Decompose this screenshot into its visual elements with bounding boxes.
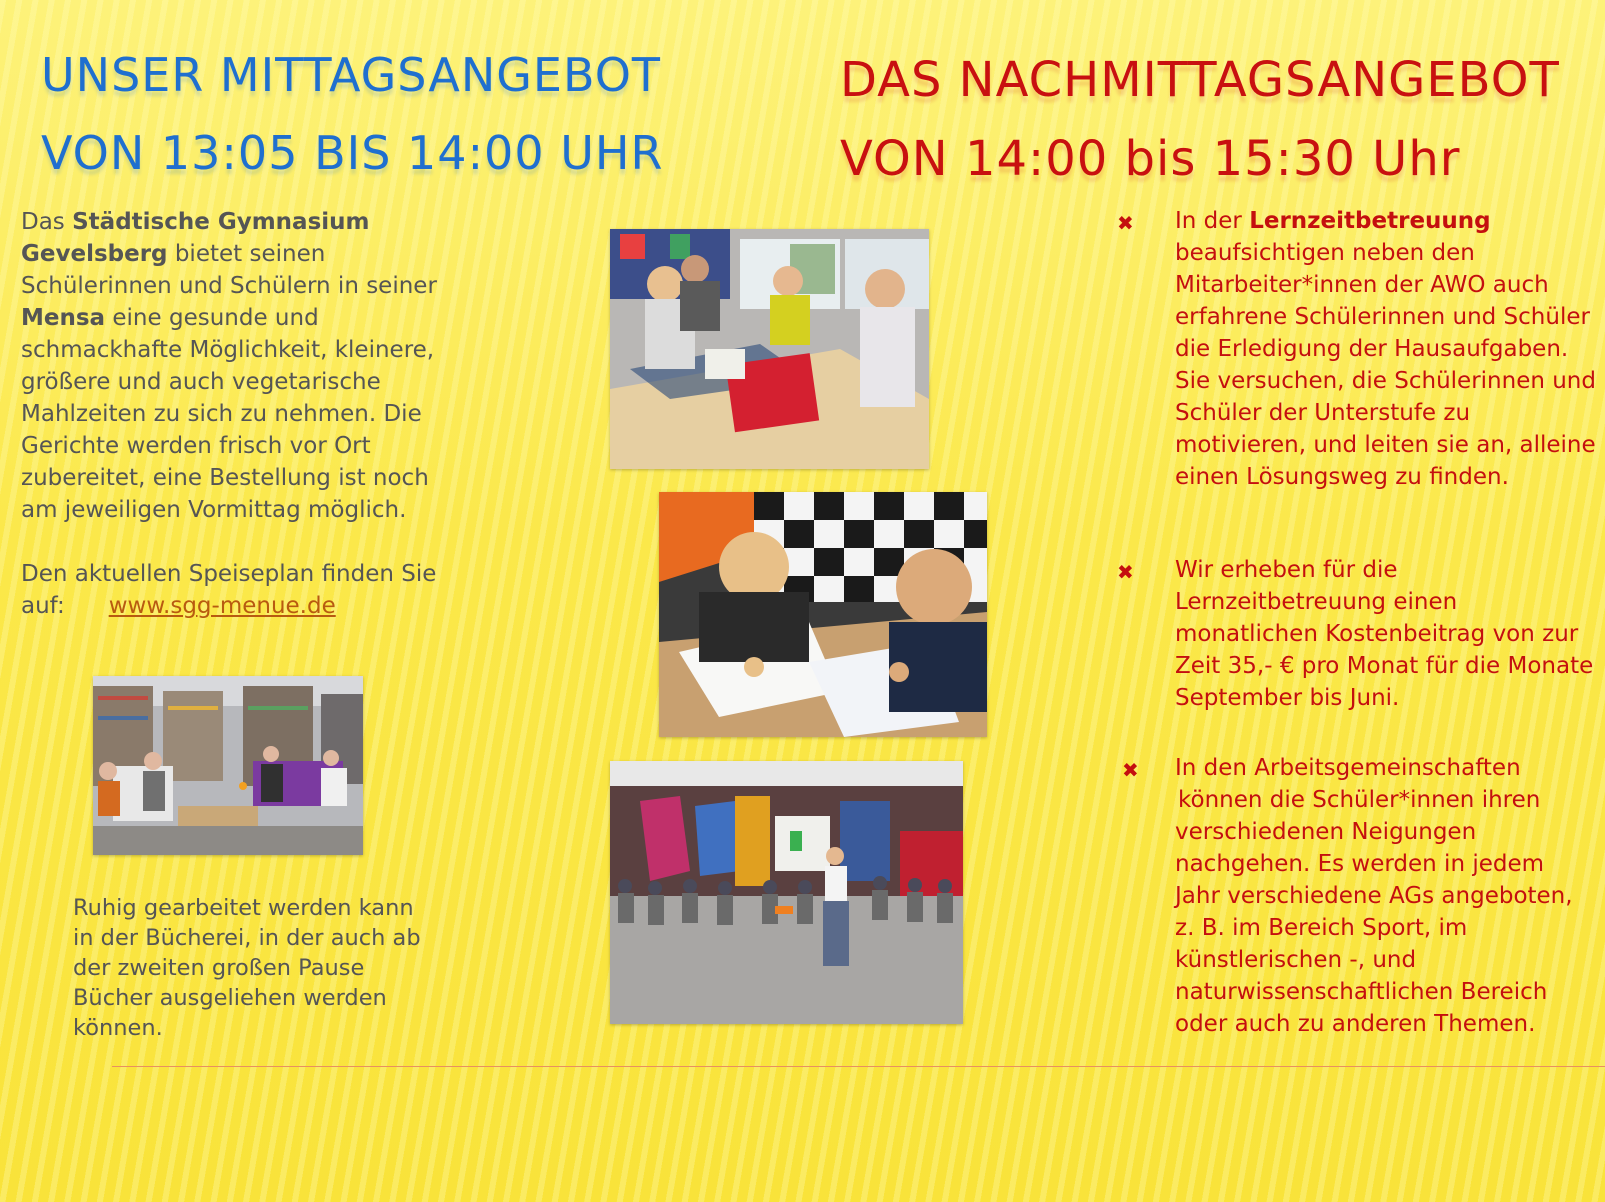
x-mark-icon: ✖: [1117, 560, 1134, 584]
footer-divider: [112, 1066, 1605, 1067]
bullet-kosten: [1117, 554, 1605, 714]
bullet-lernzeit: [1117, 205, 1605, 525]
mensa-paragraph: Das Städtische Gymnasium Gevelsberg bietet seinen Schülerinnen und Schülern in seiner Mensa eine gesunde und schmackhafte Möglichkeit, kleinere, größere und auch vegetarische Mahlzeiten zu sich zu nehmen. Die Gerichte werden frisch vor Ort zubereitet, eine Bestellung ist noch am jeweiligen Vormittag möglich.: [21, 209, 437, 523]
bullet-text: In den Arbeitsgemeinschaften können die Schüler*innen ihren verschiedenen Neigungen nachgehen. Es werden in jedem Jahr verschiedene AGs angeboten, z. B. im Bereich Sport, im künstlerischen -, und naturwissenschaftlichen Bereich oder auch zu anderen Themen.: [1175, 755, 1573, 1037]
mittag-time: VON 13:05 BIS 14:00 UHR: [41, 126, 664, 180]
lernzeit-word: Lernzeitbetreuung: [1249, 208, 1491, 234]
speiseplan-paragraph: Den aktuellen Speiseplan finden Sie auf: www.sgg-menue.de: [21, 561, 437, 619]
mensa-description: [21, 206, 451, 622]
homework-group-photo: [610, 229, 929, 469]
bullet-text: Wir erheben für die Lernzeitbetreuung einen monatlichen Kostenbeitrag von zur Zeit 35,- € pro Monat für die Monate September bis Juni.: [1175, 557, 1594, 711]
school-name: Städtische Gymnasium Gevelsberg: [21, 209, 370, 267]
library-text: Ruhig gearbeitet werden kann in der Bücherei, in der auch ab der zweiten großen Pause Bücher ausgeliehen werden können.: [73, 895, 421, 1041]
mittag-title: UNSER MITTAGSANGEBOT: [41, 48, 661, 102]
writing-students-photo: [659, 492, 987, 737]
library-photo: [93, 676, 363, 855]
speiseplan-link[interactable]: www.sgg-menue.de: [108, 593, 336, 619]
bullet-text: In der Lernzeitbetreuung beaufsichtigen neben den Mitarbeiter*innen der AWO auch erfahrene Schülerinnen und Schüler die Erledigung der Hausaufgaben. Sie versuchen, die Schülerinnen und Schüler der Unterstufe zu motivieren, und leiten sie an, alleine einen Lösungsweg zu finden.: [1175, 208, 1596, 490]
bullet-ags: [1122, 752, 1605, 1072]
nachmittag-time: VON 14:00 bis 15:30 Uhr: [840, 131, 1461, 187]
x-mark-icon: ✖: [1117, 211, 1134, 235]
nachmittag-title: DAS NACHMITTAGSANGEBOT: [840, 52, 1560, 108]
dance-ag-photo: [610, 761, 963, 1024]
x-mark-icon: ✖: [1122, 758, 1139, 782]
mensa-word: Mensa: [21, 305, 106, 331]
